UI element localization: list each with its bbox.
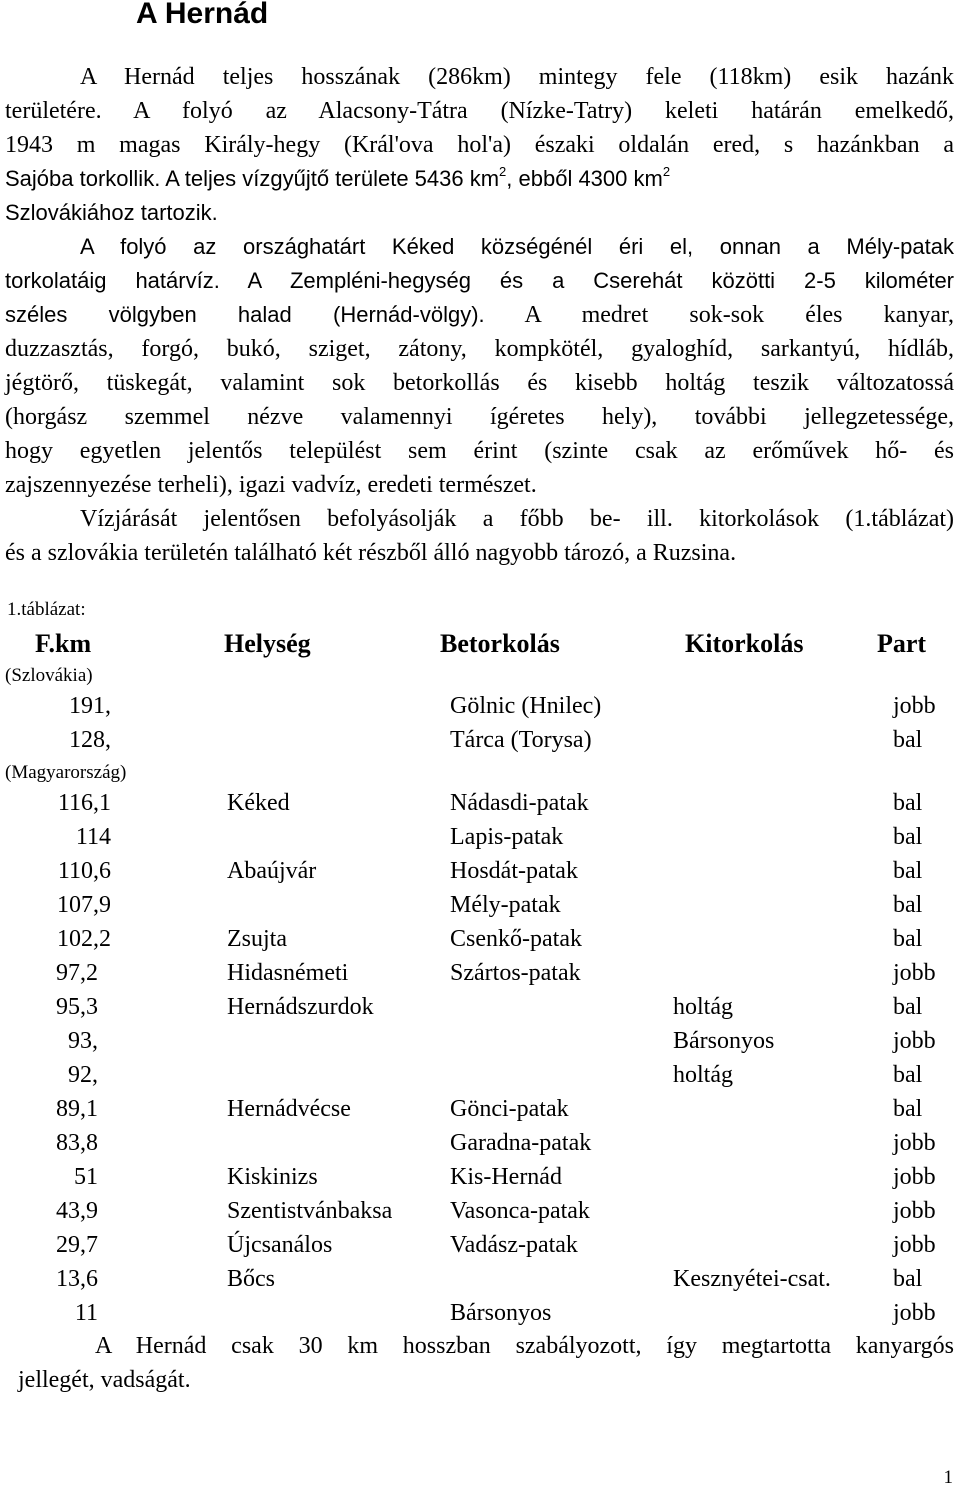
cell-km: 95,3 <box>56 994 98 1020</box>
cell-place: Zsujta <box>227 926 287 952</box>
cell-km: 97,2 <box>56 960 98 986</box>
cell-side: jobb <box>893 1300 936 1326</box>
table-row <box>0 990 960 1024</box>
cell-place: Kiskinizs <box>227 1164 318 1190</box>
page-title: A Hernád <box>136 0 269 30</box>
cell-km: 107,9 <box>57 892 111 918</box>
cell-km: 51 <box>74 1164 98 1190</box>
cell-place: Szentistvánbaksa <box>227 1198 393 1224</box>
cell-in: Lapis-patak <box>450 824 564 850</box>
paragraph-text: torkolatáig határvíz. <box>5 268 220 293</box>
cell-km: 93, <box>68 1028 98 1054</box>
paragraph-line: Szlovákiához tartozik. <box>5 200 218 225</box>
cell-in: Csenkő-patak <box>450 926 582 952</box>
cell-out: holtág <box>673 1062 733 1088</box>
cell-place: Hernádvécse <box>227 1096 351 1122</box>
paragraph-text: , ebből 4300 km <box>506 166 663 191</box>
cell-in: Garadna-patak <box>450 1130 592 1156</box>
paragraph-line: A folyó az országhatárt Kéked községénél éri el, onnan a Mély-patak <box>80 234 954 259</box>
cell-side: bal <box>893 1096 923 1122</box>
table-row <box>0 689 960 723</box>
cell-side: jobb <box>893 1028 936 1054</box>
cell-place: Hidasnémeti <box>227 960 349 986</box>
cell-side: bal <box>893 994 923 1020</box>
header-outflow: Kitorkolás <box>685 629 804 658</box>
cell-in: Gönci-patak <box>450 1096 569 1122</box>
cell-in: Bársonyos <box>450 1300 552 1326</box>
table-row <box>0 888 960 922</box>
cell-in: Kis-Hernád <box>450 1164 562 1190</box>
table-row <box>0 956 960 990</box>
table-row <box>0 723 960 757</box>
table-row <box>0 1228 960 1262</box>
paragraph-line <box>5 162 960 196</box>
cell-km: 102,2 <box>57 926 111 952</box>
cell-km: 114 <box>75 824 111 850</box>
cell-side: bal <box>893 824 923 850</box>
table-row <box>0 820 960 854</box>
cell-place: Újcsanálos <box>227 1232 333 1258</box>
cell-in: Tárca (Torysa) <box>450 727 592 753</box>
cell-side: bal <box>893 727 923 753</box>
cell-km: 43,9 <box>56 1198 98 1224</box>
paragraph-line: A Hernád csak 30 km hosszban szabályozott, így megtartotta kanyargós <box>95 1333 954 1359</box>
paragraph-line: 1943 m magas Király-hegy (Král'ova hol'a) északi oldalán ered, s hazánkban a <box>5 132 954 158</box>
paragraph-line: zajszennyezése terheli), igazi vadvíz, eredeti természet. <box>5 472 537 498</box>
cell-side: jobb <box>893 1232 936 1258</box>
paragraph-line: Vízjárását jelentősen befolyásolják a főbb be- ill. kitorkolások (1.táblázat) <box>80 506 954 532</box>
cell-km: 116,1 <box>57 790 111 816</box>
group-label-slovakia: (Szlovákia) <box>5 665 93 686</box>
cell-side: bal <box>893 858 923 884</box>
cell-km: 83,8 <box>56 1130 98 1156</box>
superscript: 2 <box>662 164 671 179</box>
cell-out: Bársonyos <box>673 1028 775 1054</box>
table-row <box>0 1160 960 1194</box>
cell-side: jobb <box>893 960 936 986</box>
group-label-hungary: (Magyarország) <box>5 762 127 783</box>
paragraph-line: A Hernád teljes hosszának (286km) mintegy fele (118km) esik hazánk <box>80 64 954 90</box>
superscript: 2 <box>499 164 507 179</box>
paragraph-line: hogy egyetlen jelentős települést sem érint (szinte csak az erőművek hő- és <box>5 438 954 464</box>
paragraph-text: Sajóba torkollik. A teljes vízgyűjtő területe 5436 km <box>5 166 500 191</box>
header-inflow: Betorkolás <box>440 629 560 658</box>
cell-side: bal <box>893 1266 923 1292</box>
cell-in: Mély-patak <box>450 892 561 918</box>
paragraph-line: területére. A folyó az Alacsony-Tátra (Nízke-Tatry) keleti határán emelkedő, <box>5 98 954 124</box>
cell-side: jobb <box>893 1198 936 1224</box>
cell-side: bal <box>893 892 923 918</box>
cell-km: 110,6 <box>57 858 111 884</box>
table-row <box>0 1262 960 1296</box>
cell-in: Hosdát-patak <box>450 858 578 884</box>
table-caption: 1.táblázat: <box>7 599 86 620</box>
cell-km: 89,1 <box>56 1096 98 1122</box>
header-place: Helység <box>224 629 311 658</box>
cell-in: Vasonca-patak <box>450 1198 590 1224</box>
table-row <box>0 1126 960 1160</box>
cell-side: bal <box>893 790 923 816</box>
cell-km: 13,6 <box>56 1266 98 1292</box>
cell-km: 128, <box>69 727 111 753</box>
cell-in: Gölnic (Hnilec) <box>450 693 602 719</box>
cell-side: jobb <box>893 693 936 719</box>
paragraph-text: széles völgyben halad (Hernád-völgy). <box>5 302 485 327</box>
cell-in: Nádasdi-patak <box>450 790 589 816</box>
paragraph-line: és a szlovákia területén található két részből álló nagyobb tározó, a Ruzsina. <box>5 540 737 566</box>
table-row <box>0 922 960 956</box>
cell-place: Abaújvár <box>227 858 317 884</box>
cell-side: bal <box>893 926 923 952</box>
paragraph-line: jellegét, vadságát. <box>18 1367 191 1393</box>
page-number: 1 <box>943 1467 953 1488</box>
paragraph-text: A Zempléni-hegység és a Cserehát közötti 2-5 kilométer <box>219 268 955 293</box>
table-row <box>0 786 960 820</box>
cell-side: jobb <box>893 1164 936 1190</box>
cell-out: holtág <box>673 994 733 1020</box>
cell-place: Hernádszurdok <box>227 994 374 1020</box>
table-row <box>0 1194 960 1228</box>
paragraph-line: duzzasztás, forgó, bukó, sziget, zátony, kompkötél, gyaloghíd, sarkantyú, hídláb, <box>5 336 954 362</box>
header-fkm: F.km <box>35 629 92 658</box>
cell-km: 92, <box>68 1062 98 1088</box>
paragraph-line <box>5 264 954 298</box>
paragraph-text: A medret sok-sok éles kanyar, <box>484 302 954 328</box>
paragraph-line <box>5 298 954 332</box>
cell-km: 29,7 <box>56 1232 98 1258</box>
header-side: Part <box>877 629 927 658</box>
cell-out: Kesznyétei-csat. <box>673 1266 831 1292</box>
cell-in: Szártos-patak <box>450 960 581 986</box>
table-row <box>0 1092 960 1126</box>
table-row <box>0 1024 960 1058</box>
cell-km: 191, <box>69 693 111 719</box>
cell-side: jobb <box>893 1130 936 1156</box>
cell-in: Vadász-patak <box>450 1232 578 1258</box>
paragraph-line: (horgász szemmel nézve valamennyi ígéretes hely), további jellegzetessége, <box>5 404 954 430</box>
cell-side: bal <box>893 1062 923 1088</box>
table-row <box>0 1058 960 1092</box>
cell-km: 11 <box>74 1300 98 1326</box>
table-row <box>0 1296 960 1330</box>
paragraph-line: jégtörő, tüskegát, valamint sok betorkollás és kisebb holtág teszik változatossá <box>5 370 954 396</box>
table-row <box>0 854 960 888</box>
cell-place: Bőcs <box>227 1266 275 1292</box>
cell-place: Kéked <box>227 790 290 816</box>
